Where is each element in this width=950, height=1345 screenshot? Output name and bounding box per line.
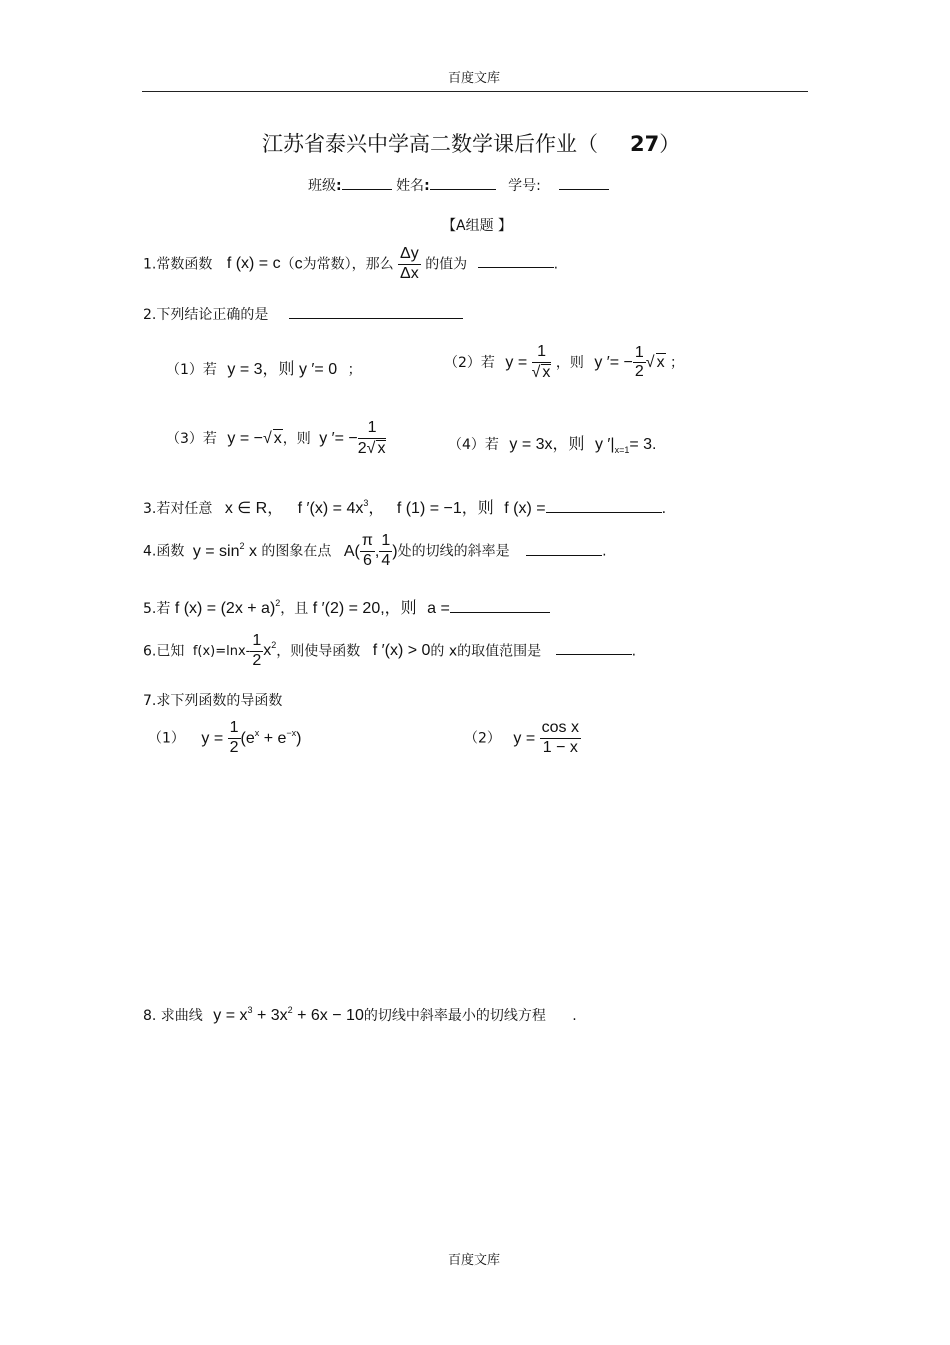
q2-o3-mid: ，则 <box>282 430 311 447</box>
q2-o1-a: y = 3，则 <box>227 361 295 378</box>
q4-a-wrap <box>192 540 257 560</box>
question-7: 7.求下列函数的导函数 <box>143 693 283 709</box>
q4-close: ) <box>392 542 398 560</box>
q3-end: . <box>661 501 667 517</box>
q7-p1-frac <box>228 720 241 757</box>
q2-o4-label: （4）若 <box>448 437 499 453</box>
question-4 <box>143 533 607 570</box>
question-8 <box>143 1005 577 1025</box>
q3-c: ， <box>368 500 385 517</box>
title-number: 27 <box>630 132 660 156</box>
q8-prefix: 8. 求曲线 <box>143 1008 203 1024</box>
q7-p2-expr <box>513 719 581 756</box>
q8-exp2: 2 <box>287 1005 293 1015</box>
q7-p1-label: （1） <box>148 730 185 747</box>
q8-exp1: 3 <box>247 1005 253 1015</box>
q1-suffix: 的值为 <box>425 256 468 273</box>
q4-a: y = sin <box>192 542 240 560</box>
class-colon: : <box>336 178 342 194</box>
q2-o2-radicand: x <box>542 363 551 381</box>
q4-exp: 2 <box>239 540 245 551</box>
q4-c: A( <box>343 542 360 560</box>
q4-b: x <box>248 542 257 560</box>
q4-prefix: 4.函数 <box>143 543 185 560</box>
q1-paren: （ <box>280 256 295 273</box>
q2-o3-radicand2: x <box>377 439 386 457</box>
q7-part-1 <box>148 720 302 757</box>
class-label: 班级 <box>308 178 336 194</box>
q7-part-2 <box>464 720 581 757</box>
q4-frac1 <box>360 533 375 570</box>
q2-o3-frac <box>358 420 387 458</box>
q4-d2: 4 <box>381 551 391 569</box>
q7-p2-a: y = <box>513 729 536 747</box>
q5-c: a = <box>427 600 450 617</box>
q2-o3-label: （3）若 <box>166 430 217 447</box>
q2-o2-sqrt: √ x <box>645 353 665 371</box>
q7-p1-num: 1 <box>228 720 241 739</box>
q1-end: . <box>553 256 559 273</box>
q8-end: . <box>572 1008 577 1024</box>
q2-o2-label: （2）若 <box>444 354 495 371</box>
q7-p2-den: 1 − x <box>542 738 578 756</box>
q7-p1-expr <box>201 719 302 756</box>
q8-a: y = x <box>213 1007 248 1024</box>
q2-o2-num: 1 <box>532 344 552 363</box>
q7-p1-c: + e <box>259 729 287 747</box>
q3-a: x ∈ R， <box>224 500 284 517</box>
q8-c: + 6x − 10 <box>292 1007 364 1024</box>
q4-n1: π <box>360 533 375 552</box>
id-label: 学号: <box>508 178 541 194</box>
q3-b-wrap <box>298 500 385 517</box>
q2-o2-frac <box>532 344 552 382</box>
page-footer: 百度文库 <box>448 1253 501 1268</box>
q6-b: x <box>263 642 272 660</box>
q1-answer-blank[interactable] <box>478 267 554 268</box>
q2-o4-c: = 3. <box>629 436 657 453</box>
q7-p1-exp2: −x <box>286 727 297 738</box>
q3-e: f (x) = <box>504 500 546 517</box>
q2-o4-sub: x=1 <box>614 445 630 456</box>
title-close: ） <box>659 132 681 156</box>
q4-comma: , <box>374 542 380 560</box>
q2-prefix: 2.下列结论正确的是 <box>143 307 269 323</box>
q4-suffix: 处的切线的斜率是 <box>397 543 510 560</box>
section-label: 【A组题 】 <box>442 218 513 234</box>
q1-prefix: 1.常数函数 <box>143 256 213 273</box>
q4-end: . <box>602 543 607 560</box>
q2-o1-end: ； <box>347 362 362 378</box>
q5-a: f (x) = (2x + a) <box>174 600 276 617</box>
header-rule <box>142 91 808 92</box>
q7-p1-d: ) <box>296 729 302 747</box>
q7-p1-exp1: x <box>254 727 260 738</box>
q5-prefix: 5.若 <box>143 601 171 617</box>
q4-point <box>343 532 398 569</box>
q2-o2-end: ； <box>670 354 685 371</box>
q6-num: 1 <box>250 633 263 652</box>
q2-o3-num: 1 <box>358 420 387 439</box>
q6-suffix: 的 x的取值范围是 <box>430 643 542 660</box>
q1-c: c <box>294 255 303 273</box>
student-info <box>308 175 609 195</box>
question-5 <box>143 595 550 618</box>
q4-d1: 6 <box>362 551 372 569</box>
q7-p2-num: cos x <box>540 720 581 739</box>
name-colon: : <box>424 178 430 194</box>
q6-den: 2 <box>252 651 262 669</box>
q2-o3-b: y ′= − <box>319 429 358 447</box>
page-title <box>262 128 680 158</box>
q2-o4-b <box>594 436 657 456</box>
q1-func: f (x) = c <box>226 255 281 273</box>
q2-o3-den: 2 <box>357 439 367 457</box>
q6-exp: 2 <box>271 640 277 651</box>
q5-a-wrap <box>175 600 280 617</box>
q2-o2-a: y = <box>505 353 528 371</box>
q5-exp: 2 <box>275 598 281 608</box>
q5-mid: ，且 <box>280 601 309 617</box>
question-2 <box>143 304 463 324</box>
q2-o1-b: y ′= 0 <box>298 361 338 378</box>
page-header: 百度文库 <box>448 71 501 86</box>
q2-o3-a: y = − <box>227 429 263 447</box>
q2-o2-b: y ′= − <box>594 353 633 371</box>
q4-n2: 1 <box>379 533 392 552</box>
q6-end: . <box>631 643 637 660</box>
q2-option-3 <box>166 420 386 458</box>
q3-d: f (1) = −1，则 <box>396 500 494 517</box>
id-blank[interactable] <box>559 189 609 190</box>
q5-answer-blank[interactable] <box>450 612 550 613</box>
q6-b-wrap <box>263 642 276 659</box>
q2-o1-label: （1）若 <box>166 362 217 378</box>
q6-a: f(x)=lnx- <box>192 644 251 660</box>
q5-b: f ′(2) = 20,，则 <box>312 600 417 617</box>
q4-frac2 <box>379 533 392 570</box>
class-blank[interactable] <box>342 189 392 190</box>
q2-o3-den-wrap: 2√ x <box>357 439 386 457</box>
q2-o4-a: y = 3x，则 <box>509 436 585 453</box>
q4-answer-blank[interactable] <box>526 555 602 556</box>
question-1 <box>143 246 558 283</box>
q6-c: f ′(x) > 0 <box>372 642 431 660</box>
q2-option-2 <box>444 344 684 382</box>
q6-answer-blank[interactable] <box>556 654 632 655</box>
q2-o2-radicand2: x <box>656 353 665 371</box>
q8-expr <box>213 1007 364 1024</box>
q4-mid: 的图象在点 <box>261 543 332 560</box>
q3-prefix: 3.若对任意 <box>143 501 213 517</box>
q2-o2-frac2 <box>633 345 646 382</box>
name-blank[interactable] <box>430 189 496 190</box>
q6-mid: ，则使导函数 <box>276 643 361 660</box>
q2-option-1 <box>166 356 362 379</box>
q2-o2-num2: 1 <box>633 345 646 364</box>
q2-o2-den2: 2 <box>634 363 644 381</box>
q2-o3-radicand: x <box>273 429 282 447</box>
q3-b: f ′(x) = 4x <box>297 500 364 517</box>
q1-den: Δx <box>400 264 419 282</box>
q7-p1-a: y = <box>201 729 224 747</box>
q2-o2-den: √ x <box>531 363 551 381</box>
q2-o4-b-text: y ′| <box>594 436 615 453</box>
q7-p2-label: （2） <box>464 730 501 747</box>
q3-exp: 3 <box>363 498 369 508</box>
q8-suffix: 的切线中斜率最小的切线方程 <box>363 1008 546 1024</box>
q1-note: 为常数），那么 <box>302 256 394 273</box>
q2-answer-blank[interactable] <box>289 318 463 319</box>
q3-answer-blank[interactable] <box>546 512 662 513</box>
q7-p1-b: (e <box>240 729 255 747</box>
q1-fraction <box>398 246 421 283</box>
question-6 <box>143 633 636 670</box>
q7-p2-frac <box>540 720 581 757</box>
title-text: 江苏省泰兴中学高二数学课后作业（ <box>262 132 598 156</box>
question-3 <box>143 495 666 518</box>
q2-o3-sqrt: √ x <box>262 429 282 447</box>
q6-frac <box>250 633 263 670</box>
q7-p1-den: 2 <box>229 738 239 756</box>
q6-prefix: 6.已知 <box>143 643 185 660</box>
q1-num: Δy <box>398 246 421 265</box>
q2-option-4 <box>448 431 656 455</box>
q8-b: + 3x <box>252 1007 288 1024</box>
q2-o2-mid: ，则 <box>555 354 584 371</box>
name-label: 姓名 <box>396 178 425 194</box>
